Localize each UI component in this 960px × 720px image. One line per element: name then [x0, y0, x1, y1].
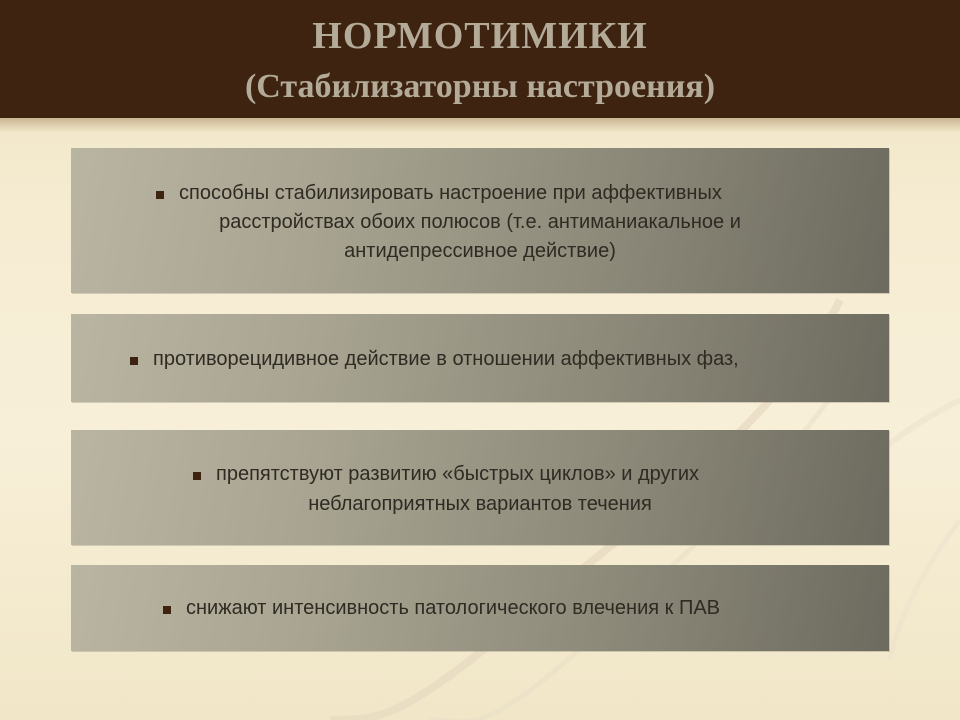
slide-title: НОРМОТИМИКИ — [312, 15, 648, 57]
bullet-square-icon — [130, 357, 138, 365]
bullet-square-icon — [163, 606, 171, 614]
content-box-3 — [71, 430, 889, 545]
box-1-line-2: расстройствах обоих полюсов (т.е. антиманиакальное и — [219, 211, 741, 233]
slide-subtitle: (Стабилизаторны настроения) — [244, 68, 716, 105]
box-1-line-3: антидепрессивное действие) — [344, 240, 616, 262]
box-2-line-1: противорецидивное действие в отношении аффективных фаз, — [153, 348, 739, 370]
bullet-square-icon — [156, 191, 164, 199]
box-3-line-2: неблагоприятных вариантов течения — [308, 493, 652, 515]
content-box-4 — [71, 565, 889, 651]
title-bar-shadow — [0, 118, 960, 132]
content-box-2 — [71, 314, 889, 402]
box-1-line-1: способны стабилизировать настроение при аффективных — [179, 182, 722, 204]
content-box-1 — [71, 148, 889, 293]
bullet-square-icon — [193, 472, 201, 480]
box-3-line-1: препятствуют развитию «быстрых циклов» и других — [216, 463, 700, 485]
box-4-line-1: снижают интенсивность патологического влечения к ПАВ — [186, 597, 721, 619]
